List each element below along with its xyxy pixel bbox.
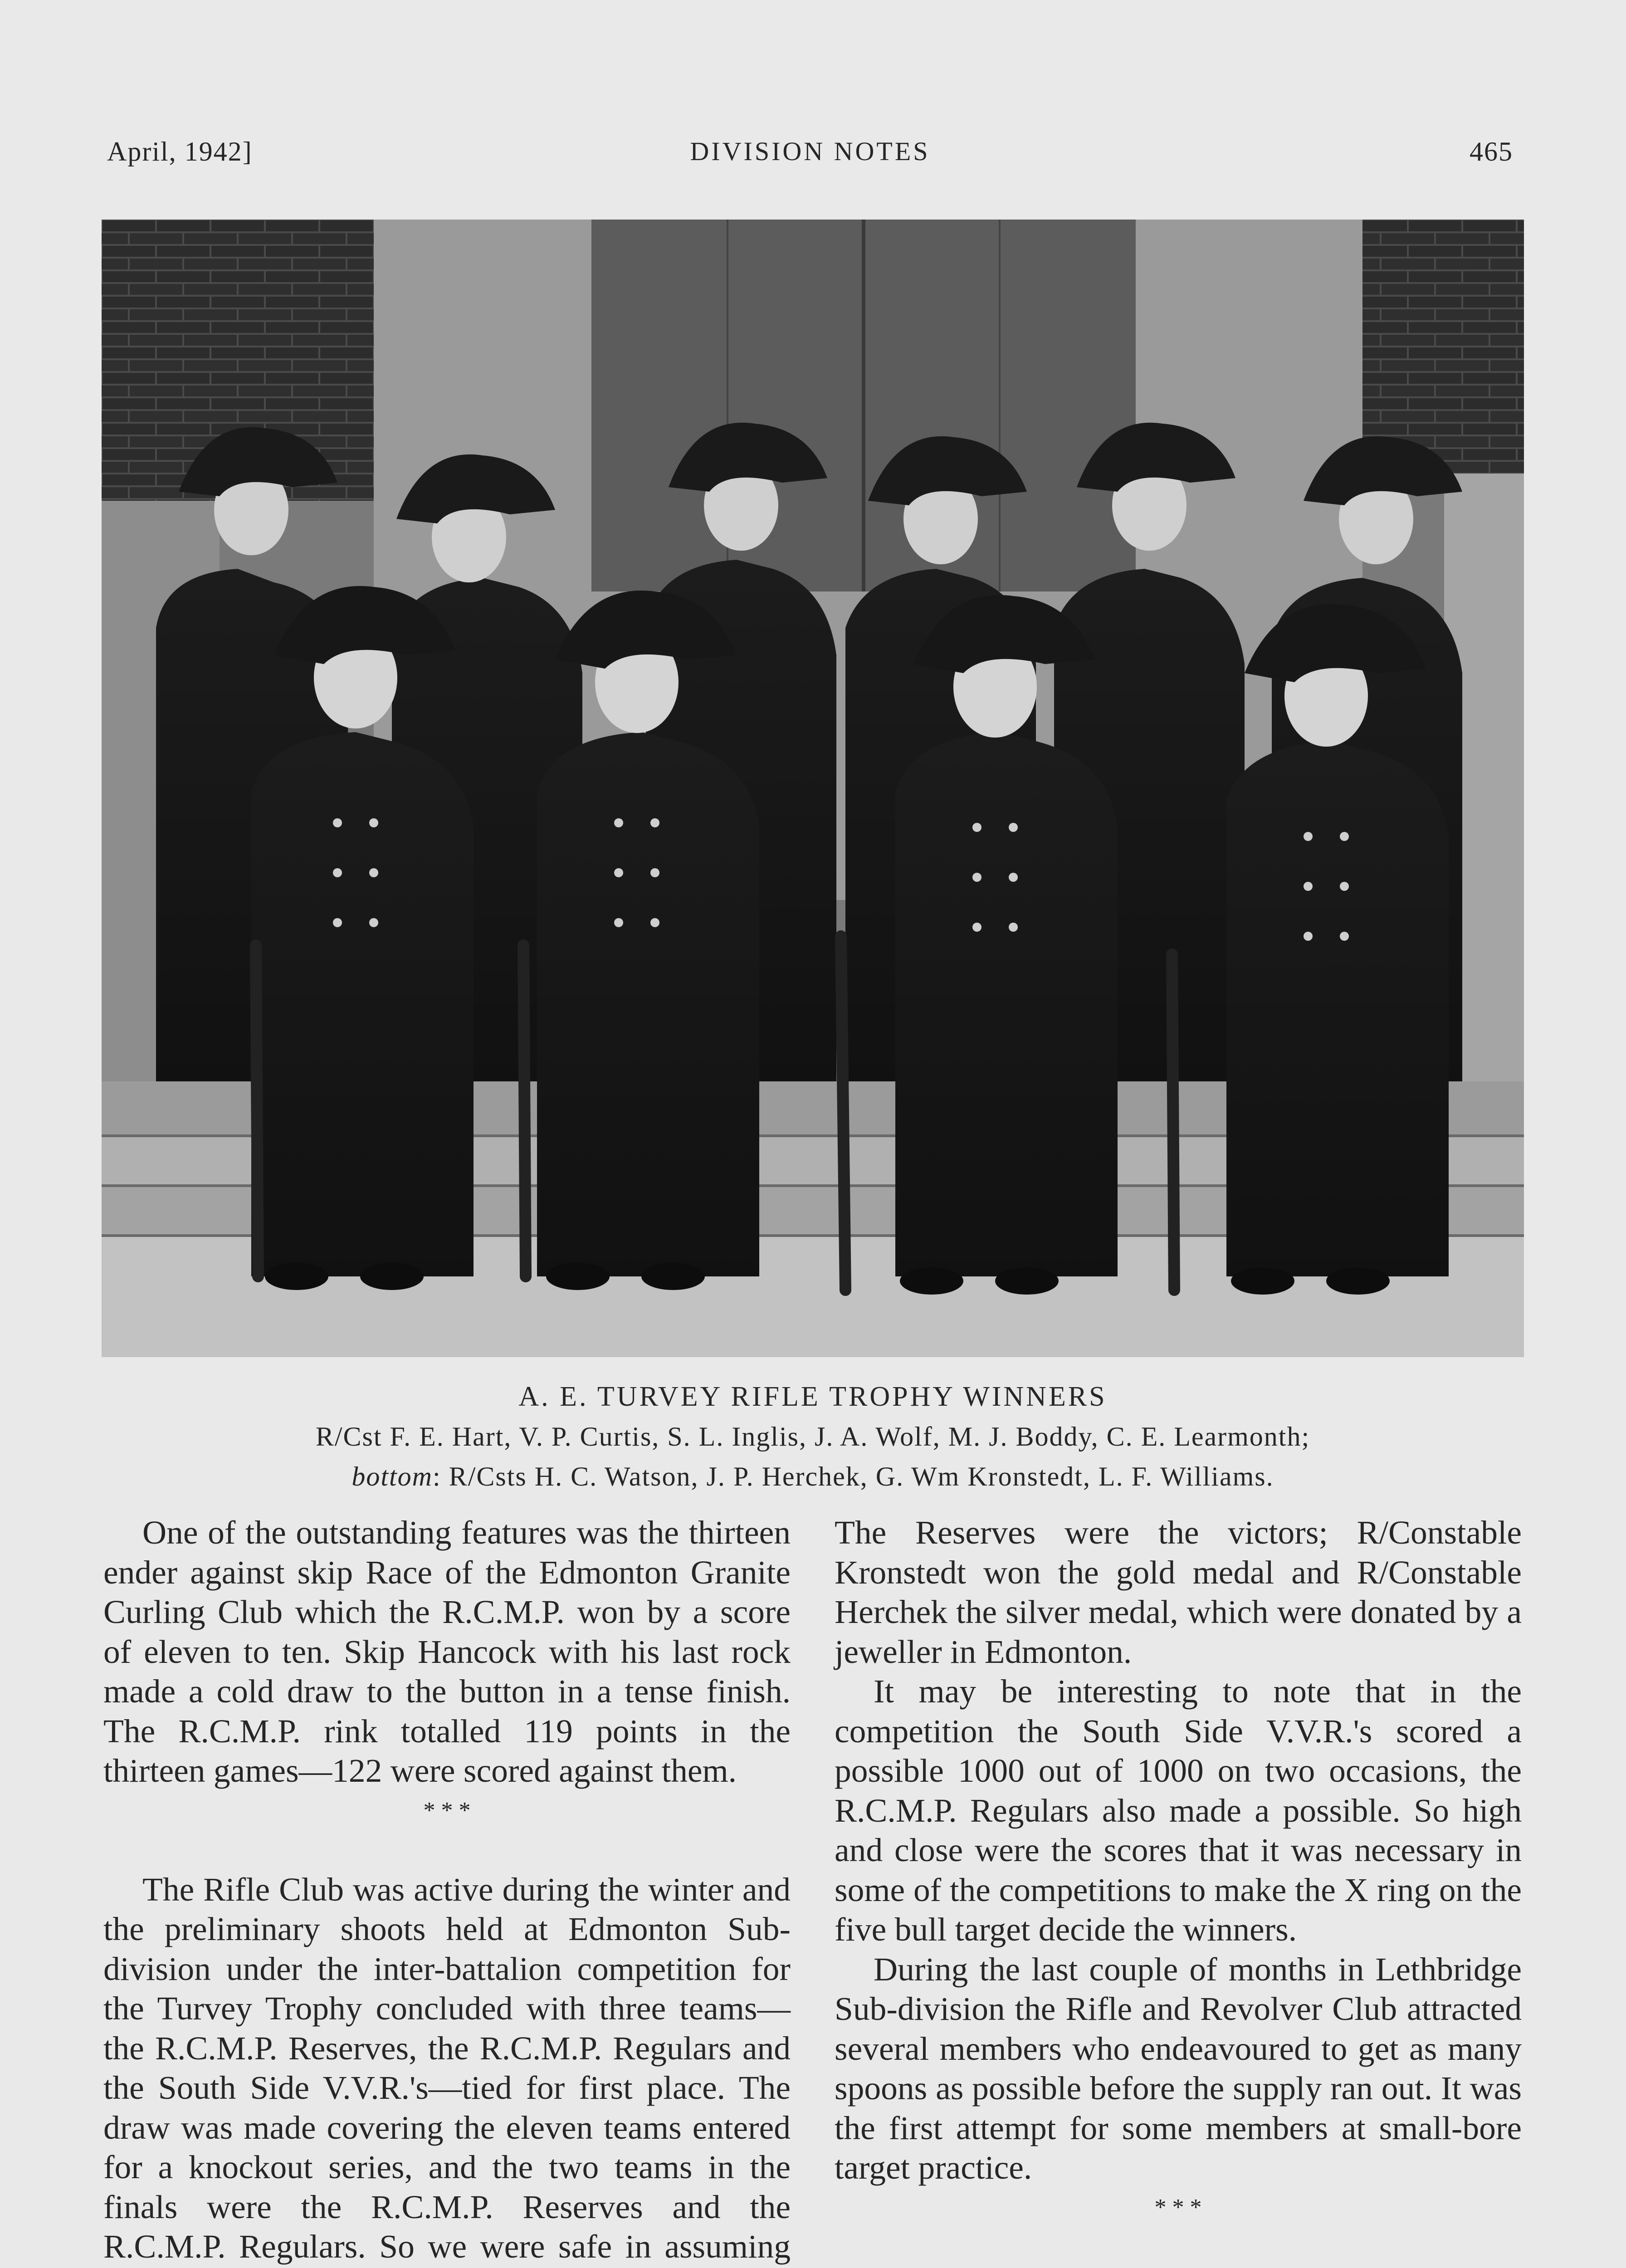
caption-bottom-names: : R/Csts H. C. Watson, J. P. Herchek, G. Wm Kronstedt, L. F. Williams.	[433, 1461, 1274, 1491]
paragraph-lethbridge: During the last couple of months in Lethbridge Sub-division the Rifle and Revolver Club attracted several members who endeavoured to get as many spoons as possible before the supply ran out. It was the first attempt for some members at small-bore target practice.	[835, 1950, 1522, 2186]
caption-bottom-label: bottom	[352, 1461, 433, 1491]
paragraph-birth-announcement	[835, 2267, 1522, 2268]
section-separator: * * *	[1154, 2194, 1202, 2220]
photo-caption	[102, 1377, 1524, 1496]
paragraph-scores: It may be interesting to note that in the competition the South Side V.V.R.'s scored a possible 1000 out of 1000 on two occasions, the R.C.M.P. Regulars also made a possible. So high and close were the scores that it was necessary in some of the competitions to make the X ring on the five bull target decide the winners.	[835, 1673, 1522, 1948]
paragraph-reserves: The Reserves were the victors; R/Constable Kronstedt won the gold medal and R/Constable Herchek the silver medal, which were donated by a jeweller in Edmonton.	[835, 1514, 1522, 1670]
paragraph-curling: One of the outstanding features was the thirteen ender against skip Race of the Edmonton Granite Curling Club which the R.C.M.P. won by a score of eleven to ten. Skip Hancock with his last rock made a cold draw to the button in a tense finish. The R.C.M.P. rink totalled 119 points in the thirteen games—122 were scored against them.	[103, 1514, 791, 1789]
caption-title: A. E. TURVEY RIFLE TROPHY WINNERS	[518, 1381, 1107, 1412]
page-number: 465	[1470, 137, 1513, 166]
issue-date: April, 1942]	[107, 137, 253, 166]
spacer	[835, 2227, 1522, 2267]
running-head	[107, 136, 1513, 172]
spacer	[103, 1830, 791, 1870]
caption-bottom-row-names	[102, 1457, 1524, 1496]
paragraph-rifle-club: The Rifle Club was active during the winter and the preliminary shoots held at Edmonton Sub-division under the inter-battalion competition for the Turvey Trophy concluded with three teams—the R.C.M.P. Reserves, the R.C.M.P. Regulars and the South Side V.V.R.'s—tied for first place. The draw was made covering the eleven teams entered for a knockout series, and the two teams in the finals were the R.C.M.P. Reserves and the R.C.M.P. Regulars. So we were safe in assuming	[103, 1871, 791, 2265]
section-title: DIVISION NOTES	[690, 137, 930, 166]
section-separator: * * *	[423, 1797, 471, 1823]
group-photograph	[102, 220, 1524, 1357]
left-column	[103, 1513, 791, 2268]
right-column	[835, 1513, 1522, 2268]
caption-top-row-names: R/Cst F. E. Hart, V. P. Curtis, S. L. Inglis, J. A. Wolf, M. J. Boddy, C. E. Learmonth;	[315, 1422, 1310, 1452]
